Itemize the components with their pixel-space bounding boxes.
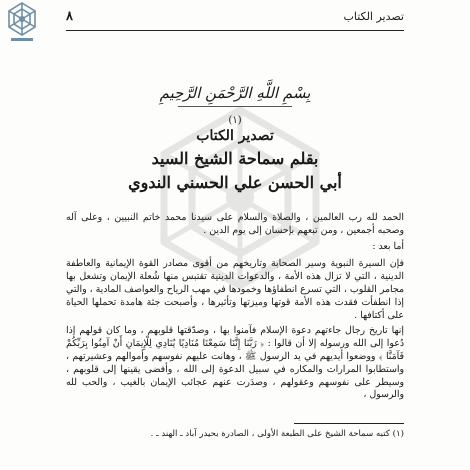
footnote-rule [294,423,404,424]
main-title: تصدير الكتاب [196,128,274,144]
salutation: أما بعد : [372,240,404,252]
publisher-logo-icon [2,0,42,44]
title-footnote-mark: (١) [228,115,242,126]
header-rule [66,30,404,31]
paragraph-2: إنها تاريخ رجال جاءتهم دعوة الإسلام فآمنوا بها ، وصدّقتها قلوبهم ، وما كان قولهم إذا دُعوا إلى الله ورسوله إلا أن قالوا : ﴿ رَبَّنَا إِنَّنَا سَمِعْنَا مُنَادِيًا يُنَادِي لِلْإِيمَانِ أَنْ آمِنُوا بِرَبِّكُمْ فَآمَنَّا ﴾ ووضعوا أيديهم في يد الرسول ﷺ ، وهانت عليهم نفوسهم وأموالهم وعشيرتهم ، واستطابوا المرارات والمكاره في سبيل الدعوة إلى الله ، وأفضى يقينها إلى قلوبهم ، وسيطر على نفوسهم وعقولهم ، وصدَرت عنهم عجائب الإيمان بالغيب ، والحب لله والرسول ، [66,325,404,401]
footnote: (١) كتبه سماحة الشيخ على الطبعة الأولى ، الصادرة بحيدر آباد ـ الهند ـ . [150,429,404,439]
subtitle-author-line-2: أبي الحسن علي الحسني الندوي [128,173,342,192]
page-header [66,10,404,32]
subtitle-author-line-1: بقلم سماحة الشيخ السيد [151,149,319,168]
basmala: بِسْمِ اللَّهِ الرَّحْمَنِ الرَّحِيمِ [159,84,311,102]
paragraph-1: فإن السيرة النبوية وسير الصحابة وتاريخهم من أقوى مصادر القوة الإيمانية والعاطفة الدينية ، التي لا تزال هذه الأمة ، والدعوات الدينية تقتبس منها شُعلة الإيمان وتشعل بها مجامر القلوب ، التي تسرع انطفاؤها وخمودها في مهب الرياح والعواصف المادية ، والتي إذا انطفأت فقدت هذه الأمة قوتها وميزتها وتأثيرها ، وأصبحت جثة هامدة تحملها الحياة على أكتافها . [66,258,404,321]
body-text [66,212,404,405]
opening-paragraph: الحمد لله رب العالمين ، والصلاة والسلام على سيدنا محمد خاتم النبيين ، وعلى آله وصحبه أجمعين ، ومن تبعهم بإحسان إلى يوم الدين . [66,212,404,236]
page-number: ٨ [66,9,73,24]
running-title: تصدير الكتاب [343,10,404,23]
basmala-underline [178,106,292,107]
title-block [0,116,470,199]
